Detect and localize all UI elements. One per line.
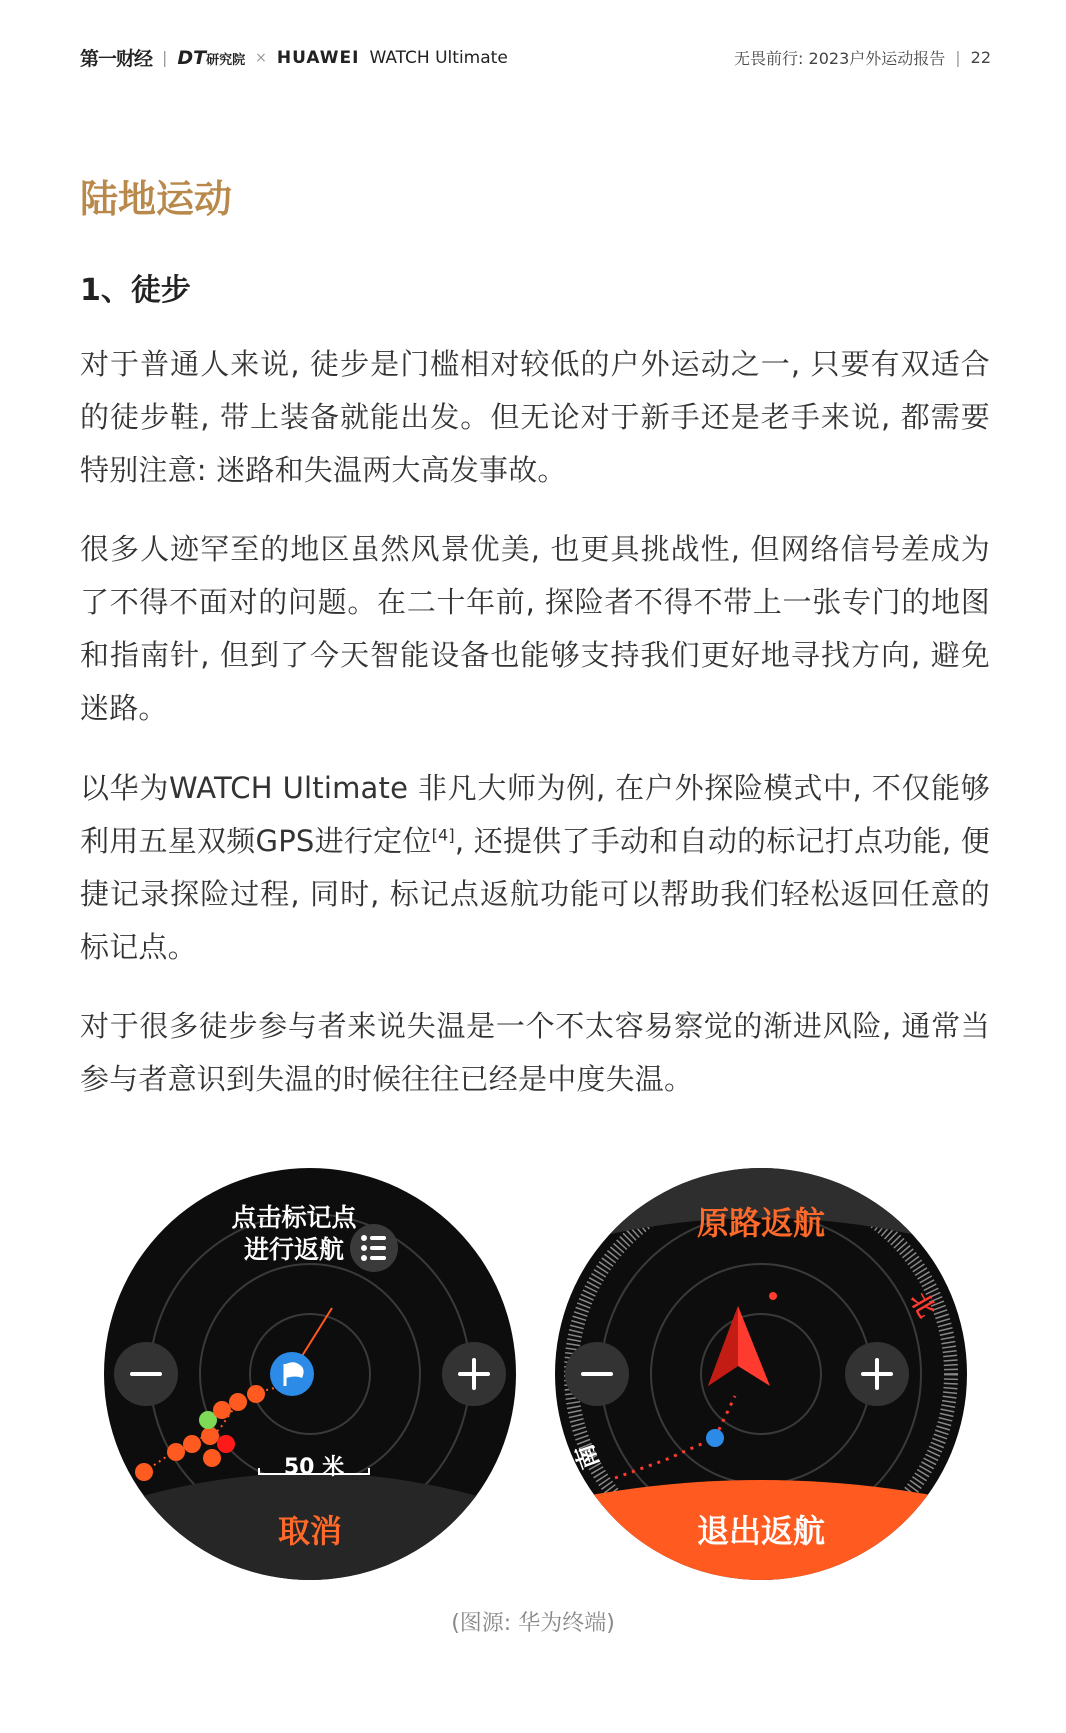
route-back-button[interactable]: 原路返航 bbox=[696, 1204, 825, 1242]
south-label: 南 bbox=[570, 1440, 605, 1473]
scale-label: 50 米 bbox=[283, 1455, 345, 1480]
plus-icon[interactable] bbox=[442, 1342, 506, 1406]
exit-return-button[interactable]: 退出返航 bbox=[696, 1512, 825, 1550]
marker-dot[interactable] bbox=[183, 1435, 201, 1453]
page-header bbox=[0, 0, 1066, 110]
citation-ref[interactable]: [4] bbox=[431, 825, 455, 845]
north-tick-dot bbox=[769, 1292, 777, 1300]
section-title: 陆地运动 bbox=[80, 177, 233, 221]
paragraph-3-b: , 还提供了手动和自动的标记打点功能, 便捷记录探险过程, 同时, 标记点返航功能可以帮助我们轻松返回任意的标记点。 bbox=[80, 824, 990, 964]
watch-face-marker-return bbox=[104, 1168, 516, 1580]
marker-dot[interactable] bbox=[217, 1435, 235, 1453]
marker-dot[interactable] bbox=[247, 1385, 265, 1403]
divider: | bbox=[162, 48, 168, 67]
brand-logos bbox=[80, 44, 508, 71]
dt-logo bbox=[177, 47, 245, 69]
flag-icon[interactable] bbox=[270, 1352, 314, 1396]
huawei-logo: HUAWEI bbox=[276, 47, 360, 68]
paragraph-1: 对于普通人来说, 徒步是门槛相对较低的户外运动之一, 只要有双适合的徒步鞋, 带上装备就能出发。但无论对于新手还是老手来说, 都需要特别注意: 迷路和失温两大高发事故。 bbox=[80, 347, 990, 487]
north-label: 北 bbox=[904, 1287, 941, 1323]
marker-dot[interactable] bbox=[201, 1427, 219, 1445]
divider: | bbox=[955, 48, 961, 67]
minus-icon[interactable] bbox=[565, 1342, 629, 1406]
current-location-dot bbox=[706, 1429, 724, 1447]
page-number: 22 bbox=[970, 48, 991, 67]
watch-face-route-back bbox=[555, 1168, 967, 1580]
dt-logo-text: DT bbox=[177, 46, 207, 69]
times-sign: × bbox=[255, 49, 267, 66]
minus-icon[interactable] bbox=[114, 1342, 178, 1406]
paragraph-2: 很多人迹罕至的地区虽然风景优美, 也更具挑战性, 但网络信号差成为了不得不面对的问题。在二十年前, 探险者不得不带上一张专门的地图和指南针, 但到了今天智能设备也能够支持我们更好地寻找方向, 避免迷路。 bbox=[80, 532, 990, 725]
sub-title: 1、徒步 bbox=[80, 273, 191, 308]
marker-dot[interactable] bbox=[203, 1449, 221, 1467]
report-title: 无畏前行: 2023户外运动报告 bbox=[734, 49, 946, 68]
return-hint-line2: 进行返航 bbox=[243, 1235, 344, 1264]
paragraph-3 bbox=[80, 762, 990, 974]
cancel-button[interactable]: 取消 bbox=[277, 1512, 342, 1550]
return-hint-line1: 点击标记点 bbox=[231, 1203, 357, 1232]
paragraph-4: 对于很多徒步参与者来说失温是一个不太容易察觉的渐进风险, 通常当参与者意识到失温的时候往往已经是中度失温。 bbox=[80, 1009, 990, 1096]
marker-dot[interactable] bbox=[167, 1443, 185, 1461]
plus-icon[interactable] bbox=[845, 1342, 909, 1406]
marker-dot[interactable] bbox=[229, 1393, 247, 1411]
yicai-logo: 第一财经 bbox=[80, 48, 153, 70]
marker-dot[interactable] bbox=[135, 1463, 153, 1481]
marker-dot[interactable] bbox=[213, 1401, 231, 1419]
watch-model: WATCH Ultimate bbox=[369, 47, 508, 68]
figure-caption: (图源: 华为终端) bbox=[451, 1611, 615, 1636]
paragraph-3-a: 以华为WATCH Ultimate 非凡大师为例, 在户外探险模式中, 不仅能够利用五星双频GPS进行定位 bbox=[80, 771, 990, 858]
dt-logo-sub: 研究院 bbox=[206, 52, 246, 68]
report-info bbox=[734, 46, 991, 69]
